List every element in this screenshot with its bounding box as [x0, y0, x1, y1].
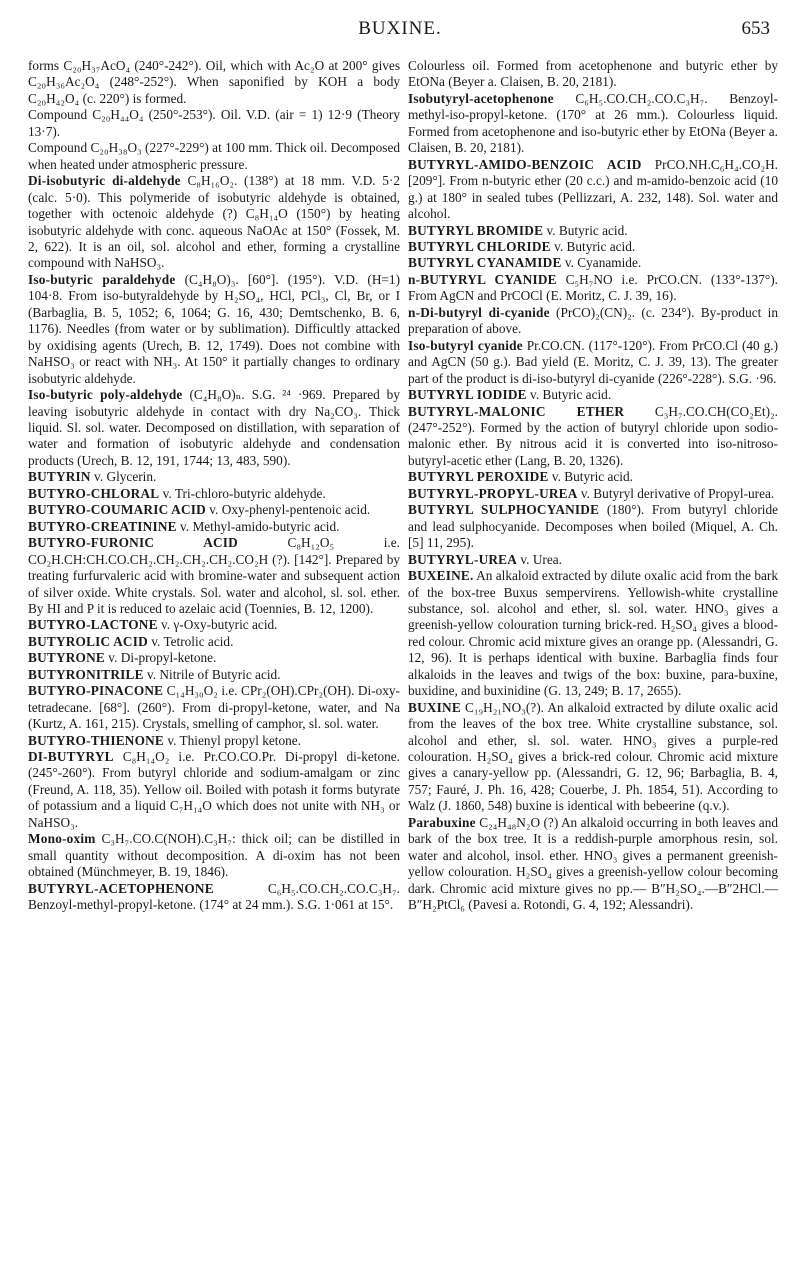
entry-text: v. Thienyl propyl ketone. [164, 732, 302, 748]
dictionary-entry [408, 255, 778, 271]
entry-term: BUTYRYL CYANAMIDE [408, 255, 562, 271]
entry-text: C₆H₅.CO.CH₂.CO.C₃H₇. Benzoyl-methyl-propyl-ketone. (174° at 24 mm.). S.G. 1·061 at 15°. [28, 880, 400, 913]
dictionary-entry [28, 486, 400, 502]
entry-text: Pr.CO.CN. (117°-120°). From PrCO.Cl (40 g.) and AgCN (50 g.). Bad yield (E. Moritz, C. J. 39, 13). The greater part of the product is di-iso-butyryl di-cyanide (226°-228°). S.G. ·96. [408, 337, 778, 386]
entry-text: C₂₄H₄₈N₂O (?) An alkaloid occurring in both leaves and bark of the box tree. It is a reddish-purple amorphous resin, sol. water and alcohol, insol. ether. HNO₃ gives a permanent greenish-yellow colouration. H₂SO₄ gives a greenish-yellow colour becoming dark. Chromic acid mixture gives no pp.— B″H₂SO₄.—B″2HCl.—B″H₂PtCl₆ (Pavesi a. Rotondi, G. 4, 192; Alessandri). [408, 814, 778, 913]
entry-term: BUTYRO-THIENONE [28, 732, 164, 748]
dictionary-entry [28, 519, 400, 535]
entry-term: BUTYRYL IODIDE [408, 387, 527, 403]
entry-text: (180°). From butyryl chloride and lead sulphocyanide. Decomposes when boiled (Miquel, A. Ch. [5] 11, 295). [408, 502, 778, 551]
entry-text: C₃H₇.CO.CH(CO₂Et)₂. (247°-252°). Formed by the action of butyryl chloride upon sodio-malonic ether. By nitrous acid it is converted into iso-nitroso-butyryl-acetic ether (Lang, B. 20, 1326). [408, 403, 778, 468]
entry-term: Parabuxine [408, 814, 476, 830]
dictionary-entry [28, 387, 400, 469]
entry-text: An alkaloid extracted by dilute oxalic acid from the bark of the box-tree Buxus sempervirens. Yellowish-white crystalline substance, sol. alcohol and ether, sl. sol. water. HNO₃ gives a greenish-yellow colouration turning brick-red. H₂SO₄ gives a blood-red colour. Chromic acid mixture gives an orange pp. (Alessandri, G. 12, 96). It is perhaps identical with buxine. Barbaglia finds four alkaloids in the leaves and twigs of the box: buxine, para-buxine, buxidine, and buxinidine (G. 13, 249; B. 17, 2655). [408, 568, 778, 699]
dictionary-entry [408, 223, 778, 239]
entry-text: Compound C₂₀H₃₈O₃ (227°-229°) at 100 mm. Thick oil. Decomposed when heated under atmospheric pressure. [28, 140, 400, 172]
entry-term: BUTYRO-CHLORAL [28, 485, 160, 501]
entry-text: Colourless oil. Formed from acetophenone and butyric ether by EtONa (Beyer a. Claisen, B. 20, 2181). [408, 58, 778, 90]
entry-text: v. Butyric acid. [550, 238, 636, 254]
entry-text: forms C₂₀H₃₇AcO₄ (240°-242°). Oil, which with Ac₂O at 200° gives C₂₀H₃₆Ac₂O₄ (248°-252°). When saponified by KOH a body C₂₀H₄₂O₄ (c. 220°) is formed. [28, 58, 400, 106]
dictionary-entry [408, 91, 778, 157]
dictionary-entry [28, 617, 400, 633]
dictionary-entry [28, 733, 400, 749]
dictionary-entry [408, 815, 778, 914]
dictionary-entry [28, 58, 400, 107]
dictionary-entry [408, 338, 778, 387]
entry-text: C₈H₁₆O₂. (138°) at 18 mm. V.D. 5·2 (calc. 5·0). This polymeride of isobutyric aldehyde is obtained, together with octenoic aldehyde (?) C₈H₁₄O (150°) by heating isobutyric aldehyde with conc. aqueous NaOAc at 150° (Fossek, M. 2, 622). It is an oil, sol. alcohol and ether, forming a crystalline compound with NaHSO₃. [28, 173, 400, 271]
entry-text: v. Glycerin. [90, 469, 157, 485]
dictionary-entry [408, 157, 778, 223]
entry-term: BUTYRYL CHLORIDE [408, 238, 551, 254]
entry-text: v. Urea. [517, 551, 562, 567]
entry-text: C₅H₇NO i.e. PrCO.CN. (133°-137°). From AgCN and PrCOCl (E. Moritz, C. J. 39, 16). [408, 271, 778, 304]
dictionary-entry [28, 140, 400, 173]
left-column [28, 58, 400, 1253]
running-head: BUXINE. [358, 18, 442, 39]
entry-text: C₈H₁₄O₂ i.e. Pr.CO.CO.Pr. Di-propyl di-ketone. (245°-260°). From butyryl chloride and sodium-amalgam or zinc (Freund, A. 118, 35). Yellow oil. Boiled with potash it forms butyrate of potassium and a liquid C₇H₁₄O which does not unite with NH₃ or NaHSO₃. [28, 749, 400, 830]
entry-term: Mono-oxim [28, 831, 96, 847]
entry-text: v. Nitrile of Butyric acid. [143, 666, 281, 682]
dictionary-entry [28, 749, 400, 831]
entry-term: n-Di-butyryl di-cyanide [408, 304, 550, 320]
entry-text: v. Cyanamide. [561, 255, 642, 271]
dictionary-entry [408, 58, 778, 91]
entry-term: BUTYRONITRILE [28, 666, 144, 682]
entry-term: BUTYRO-CREATININE [28, 518, 177, 534]
entry-term: BUTYRIN [28, 469, 91, 485]
entry-text: C₁₄H₃₀O₂ i.e. CPr₂(OH).CPr₂(OH). Di-oxy-tetradecane. [68°]. (260°). From di-propyl-ketone, water, and Na (Kurtz, A. 161, 215). Crystals, smelling of camphor, sl. sol. water. [28, 683, 400, 732]
entry-term: BUTYRYL-MALONIC ETHER [408, 403, 625, 419]
dictionary-entry [28, 683, 400, 732]
dictionary-entry [408, 305, 778, 338]
entry-text: C₆H₅.CO.CH₂.CO.C₃H₇. Benzoyl-methyl-iso-propyl-ketone. (170° at 26 mm.). Colourless liquid. Formed from acetophenone and iso-butyric ether by EtONa (Beyer a. Claisen, B. 20, 2181). [408, 90, 778, 156]
right-column [408, 58, 778, 1253]
entry-term: BUTYRYL-AMIDO-BENZOIC ACID [408, 156, 642, 172]
entry-term: BUTYROLIC ACID [28, 633, 148, 649]
dictionary-entry [408, 486, 778, 502]
dictionary-entry [408, 568, 778, 700]
dictionary-entry [28, 469, 400, 485]
entry-term: BUTYRO-LACTONE [28, 617, 158, 633]
entry-text: v. Butyric acid. [526, 387, 612, 403]
dictionary-entry [28, 667, 400, 683]
entry-term: BUTYRYL PEROXIDE [408, 469, 549, 485]
dictionary-entry [408, 469, 778, 485]
entry-text: v. γ-Oxy-butyric acid. [157, 617, 278, 633]
entry-text: v. Di-propyl-ketone. [104, 650, 217, 666]
dictionary-entry [28, 502, 400, 518]
dictionary-entry [28, 634, 400, 650]
entry-text: v. Butyric acid. [543, 222, 628, 238]
entry-text: v. Oxy-phenyl-pentenoic acid. [205, 502, 371, 518]
entry-term: BUTYRYL SULPHOCYANIDE [408, 502, 600, 518]
entry-term: BUTYRO-COUMARIC ACID [28, 502, 206, 518]
dictionary-entry [28, 650, 400, 666]
entry-term: BUTYRONE [28, 650, 105, 666]
dictionary-entry [28, 881, 400, 914]
entry-term: Isobutyryl-acetophenone [408, 90, 554, 106]
entry-text: (C₄H₈O)ₙ. S.G. ²⁴ ·969. Prepared by leaving isobutyric aldehyde in contact with dry Na₂CO₃. Thick liquid. Sl. sol. water. Decomposed on distillation, with separation of water and formation of isobutyric aldehyde and condensation products (Urech, B. 12, 191, 1744; 13, 483, 590). [28, 387, 400, 468]
dictionary-entry [28, 173, 400, 272]
entry-text: PrCO.NH.C₆H₄.CO₂H. [209°]. From n-butyric ether (20 c.c.) and m-amido-benzoic acid (10 g.) at 180° in sealed tubes (Pellizzari, A. 232, 148). Sol. water and alcohol. [408, 156, 778, 222]
dictionary-entry [408, 552, 778, 568]
entry-term: Di-isobutyric di-aldehyde [28, 173, 181, 189]
entry-term: DI-BUTYRYL [28, 749, 114, 765]
dictionary-entry [28, 831, 400, 880]
entry-term: BUTYRO-FURONIC ACID [28, 535, 238, 551]
entry-text: v. Butyric acid. [548, 469, 633, 485]
page-number: 653 [741, 18, 770, 39]
entry-term: Iso-butyryl cyanide [408, 337, 523, 353]
entry-term: BUTYRYL-UREA [408, 551, 518, 567]
dictionary-entry [28, 272, 400, 387]
entry-term: BUTYRYL-PROPYL-UREA [408, 485, 578, 501]
dictionary-entry [28, 107, 400, 140]
entry-term: n-BUTYRYL CYANIDE [408, 271, 557, 287]
dictionary-entry [408, 502, 778, 551]
entry-text: C₃H₇.CO.C(NOH).C₃H₇: thick oil; can be distilled in small quantity without decomposition. A di-oxim has not been obtained (Münchmeyer, B. 19, 1846). [28, 831, 400, 880]
entry-text: (C₄H₈O)₃. [60°]. (195°). V.D. (H=1) 104·8. From iso-butyraldehyde by H₂SO₄, HCl, PCl₃, Cl, Br, or I (Barbaglia, B. 5, 1052; 6, 1064; G. 16, 430; Demtschenko, B. 6, 1176). Needles (from water or by sublimation). Difficultly attacked by oxidising agents (Urech, B. 12, 1749). Does not combine with NaHSO₃ or react with NH₃. At 150° it partially changes to ordinary isobutyric aldehyde. [28, 271, 400, 386]
dictionary-entry [408, 387, 778, 403]
entry-text: Compound C₂₀H₄₄O₄ (250°-253°). Oil. V.D. (air = 1) 12·9 (Theory 13·7). [28, 107, 400, 139]
entry-term: BUXINE [408, 699, 461, 715]
entry-term: BUTYRO-PINACONE [28, 683, 164, 699]
entry-term: BUXEINE. [408, 568, 474, 584]
entry-term: Iso-butyric poly-aldehyde [28, 387, 183, 403]
page-header [30, 18, 770, 48]
dictionary-entry [408, 239, 778, 255]
entry-term: BUTYRYL-ACETOPHENONE [28, 880, 214, 896]
entry-text: C₈H₁₂O₅ i.e. CO₂H.CH:CH.CO.CH₂.CH₂.CH₂.CH₂.CO₂H (?). [142°]. Prepared by treating furfurvaleric acid with bromine-water and subsequent action of silver oxide. White crystals. Sol. water and alcohol, sl. sol. ether. By HI and P it is reduced to azelaic acid (Toennies, B. 12, 1200). [28, 535, 400, 616]
dictionary-entry [408, 404, 778, 470]
entry-text: v. Methyl-amido-butyric acid. [176, 518, 340, 534]
entry-text: C₁₉H₂₁NO₃(?). An alkaloid extracted by dilute oxalic acid from the leaves of the box tree. White crystalline substance, sol. alcohol and ether, sl. sol. water. HNO₃ gives a purple-red colouration. H₂SO₄ gives a brick-red colour. Chromic acid mixture gives a canary-yellow pp. (Alessandri, G. 12, 96; Barbaglia, B. 4, 757; Fauré, J. Ph. 16, 428; Couerbe, J. Ph. 1854, 51). According to Walz (J. 1860, 548) buxine is identical with bebeerine (q.v.). [408, 699, 778, 814]
entry-text: v. Butyryl derivative of Propyl-urea. [577, 485, 775, 501]
dictionary-entry [28, 535, 400, 617]
entry-text: (PrCO)₂(CN)₂. (c. 234°). By-product in preparation of above. [408, 304, 778, 337]
entry-text: v. Tetrolic acid. [147, 633, 234, 649]
entry-term: BUTYRYL BROMIDE [408, 222, 544, 238]
entry-text: v. Tri-chloro-butyric aldehyde. [159, 485, 326, 501]
dictionary-entry [408, 272, 778, 305]
entry-term: Iso-butyric paraldehyde [28, 271, 176, 287]
dictionary-entry [408, 700, 778, 815]
